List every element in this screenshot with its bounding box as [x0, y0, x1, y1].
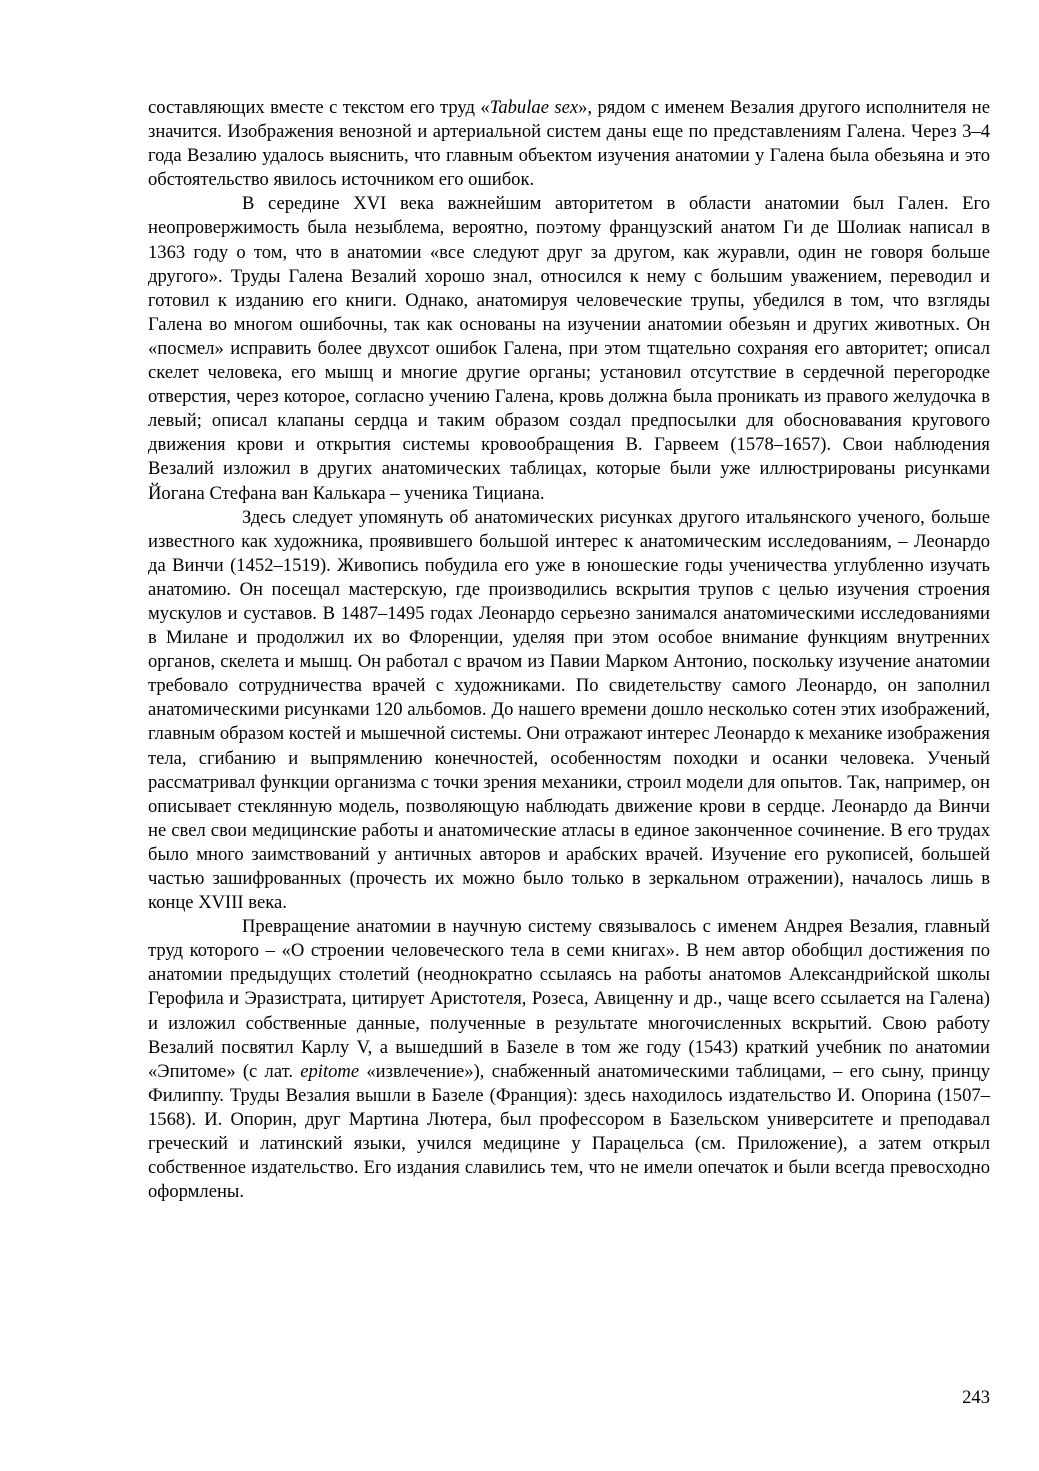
page-number: 243	[962, 1387, 990, 1408]
paragraph-text: Превращение анатомии в научную систему связывалось с именем Андрея Везалия, главный труд которого – «О строении человеческого тела в семи книгах». В нем автор обобщил достижения по анатомии предыдущих столетий (неоднократно ссылаясь на работы анатомов Александрийской школы Герофила и Эразистрата, цитирует Аристотеля, Розеса, Авиценну и др., чаще всего ссылается на Галена) и изложил собственные данные, полученные в результате многочисленных вскрытий. Свою работу Везалий посвятил Карлу V, а вышедший в Базеле в том же году (1543) краткий учебник по анатомии «Эпитоме» (с лат.	[148, 916, 990, 1082]
paragraph-3	[148, 506, 990, 916]
paragraph-1	[148, 96, 990, 192]
paragraph-text: В середине XVI века важнейшим авторитетом в области анатомии был Гален. Его неопровержимость была незыблема, вероятно, поэтому французский анатом Ги де Шолиак написал в 1363 году о том, что в анатомии «все следуют друг за другом, как журавли, один не говоря больше другого». Труды Галена Везалий хорошо знал, относился к нему с большим уважением, переводил и готовил к изданию его книги. Однако, анатомируя человеческие трупы, убедился в том, что взгляды Галена во многом ошибочны, так как основаны на изучении анатомии обезьян и других животных. Он «посмел» исправить более двухсот ошибок Галена, при этом тщательно сохраняя его авторитет; описал скелет человека, его мышц и многие другие органы; установил отсутствие в сердечной перегородке отверстия, через которое, согласно учению Галена, кровь должна была проникать из правого желудочка в левый; описал клапаны сердца и таким образом создал предпосылки для обосновавания кругового движения крови и открытия системы кровообращения В. Гарвеем (1578–1657). Свои наблюдения Везалий изложил в других анатомических таблицах, которые были уже иллюстрированы рисунками Йогана Стефана ван Калькара – ученика Тициана.	[148, 193, 990, 504]
paragraph-text: Здесь следует упомянуть об анатомических рисунках другого итальянского ученого, больше известного как художника, проявившего большой интерес к анатомическим исследованиям, – Леонардо да Винчи (1452–1519). Живопись побудила его уже в юношеские годы ученичества углубленно изучать анатомию. Он посещал мастерскую, где производились вскрытия трупов с целью изучения строения мускулов и суставов. В 1487–1495 годах Леонардо серьезно занимался анатомическими исследованиями в Милане и продолжил их во Флоренции, уделяя при этом особое внимание функциям внутренних органов, скелета и мышц. Он работал с врачом из Павии Марком Антонио, поскольку изучение анатомии требовало сотрудничества врачей с художниками. По свидетельству самого Леонардо, он заполнил анатомическими рисунками 120 альбомов. До нашего времени дошло несколько сотен этих изображений, главным образом костей и мышечной системы. Они отражают интерес Леонардо к механике изображения тела, сгибанию и выпрямлению конечностей, особенностям походки и осанки человека. Ученый рассматривал функции организма с точки зрения механики, строил модели для опытов. Так, например, он описывает стеклянную модель, позволяющую наблюдать движение крови в сердце. Леонардо да Винчи не свел свои медицинские работы и анатомические атласы в единое законченное сочинение. В его трудах было много заимствований у античных авторов и арабских врачей. Изучение его рукописей, большей частью зашифрованных (прочесть их можно было только в зеркальном отражении), началось лишь в конце XVIII века.	[148, 506, 990, 914]
paragraph-text: составляющих вместе с текстом его труд «	[148, 97, 490, 118]
paragraph-2	[148, 192, 990, 505]
paragraph-4	[148, 915, 990, 1204]
italic-term: Tabulae sex	[489, 97, 579, 118]
page-body	[148, 96, 990, 1204]
paragraph-text: », рядом с именем Везалия другого исполнителя не значится. Изображения венозной и артериальной систем даны еще по представлениям Галена. Через 3–4 года Везалию удалось выяснить, что главным объектом изучения анатомии у Галена была обезьяна и это обстоятельство явилось источником его ошибок.	[148, 97, 990, 191]
italic-term: epitome	[300, 1060, 360, 1082]
paragraph-text: «извлечение»), снабженный анатомическими таблицами, – его сыну, принцу Филиппу. Труды Везалия вышли в Базеле (Франция): здесь находилось издательство И. Опорина (1507–1568). И. Опорин, друг Мартина Лютера, был профессором в Базельском университете и преподавал греческий и латинский языки, учился медицине у Парацельса (см. Приложение), а затем открыл собственное издательство. Его издания славились тем, что не имели опечаток и были всегда превосходно оформлены.	[148, 1060, 990, 1203]
